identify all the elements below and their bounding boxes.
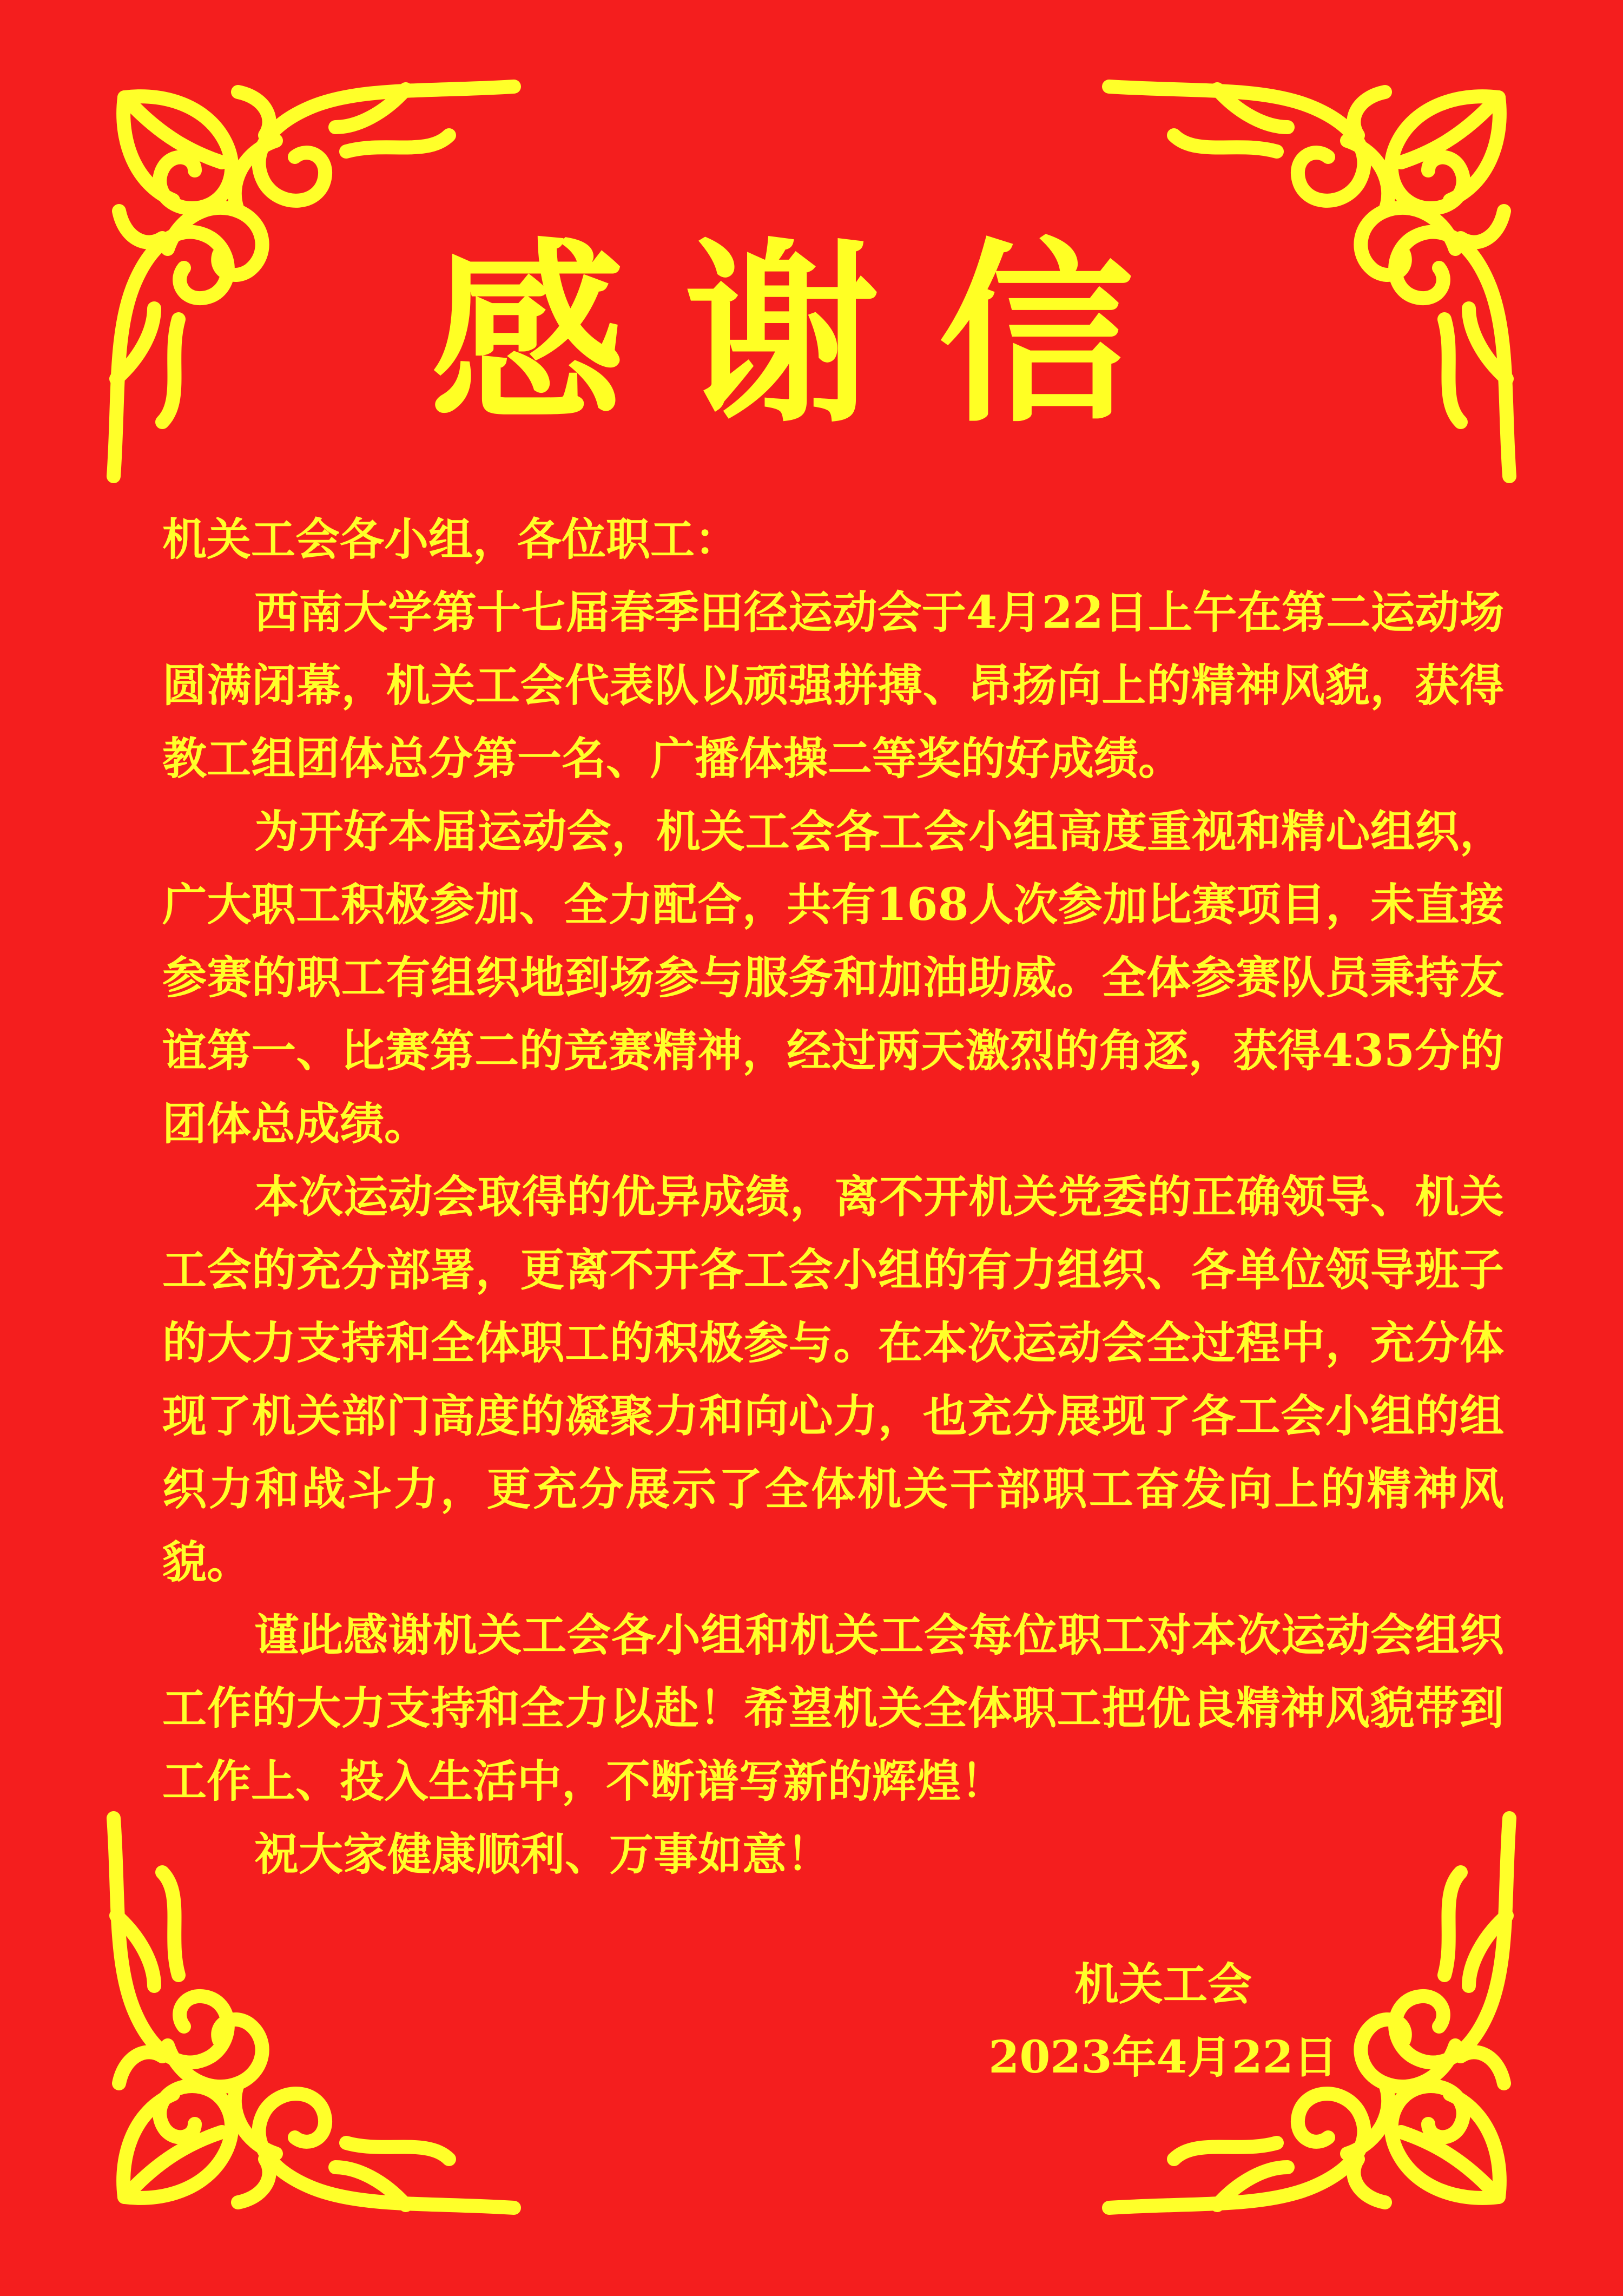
paragraph-2: 为开好本届运动会，机关工会各工会小组高度重视和精心组织，广大职工积极参加、全力配合，共有168人次参加比赛项目，未直接参赛的职工有组织地到场参与服务和加油助威。全体参赛队员秉持友谊第一、比赛第二的竞赛精神，经过两天激烈的角逐，获得435分的团体总成绩。 [162, 806, 1504, 1150]
salutation: 机关工会各小组，各位职工： [162, 514, 740, 565]
signature-date: 2023年4月22日 [988, 2031, 1338, 2083]
paragraph-3: 本次运动会取得的优异成绩，离不开机关党委的正确领导、机关工会的充分部署，更离不开各工会小组的有力组织、各单位领导班子的大力支持和全体职工的积极参与。在本次运动会全过程中，充分体现了机关部门高度的凝聚力和向心力，也充分展现了各工会小组的组织力和战斗力，更充分展示了全体机关干部职工奋发向上的精神风貌。 [162, 1171, 1504, 1588]
paragraph-4: 谨此感谢机关工会各小组和机关工会每位职工对本次运动会组织工作的大力支持和全力以赴！希望机关全体职工把优良精神风貌带到工作上、投入生活中，不断谱写新的辉煌！ [162, 1609, 1504, 1807]
letter-body [162, 503, 1504, 1891]
paragraph-1: 西南大学第十七届春季田径运动会于4月22日上午在第二运动场圆满闭幕，机关工会代表队以顽强拼搏、昂扬向上的精神风貌，获得教工组团体总分第一名、广播体操二等奖的好成绩。 [162, 587, 1504, 785]
letter-title: 感谢信 [430, 222, 1193, 449]
closing-wish: 祝大家健康顺利、万事如意！ [254, 1828, 832, 1880]
signature-organization: 机关工会 [1074, 1958, 1252, 2010]
signature-block [947, 1948, 1380, 2094]
